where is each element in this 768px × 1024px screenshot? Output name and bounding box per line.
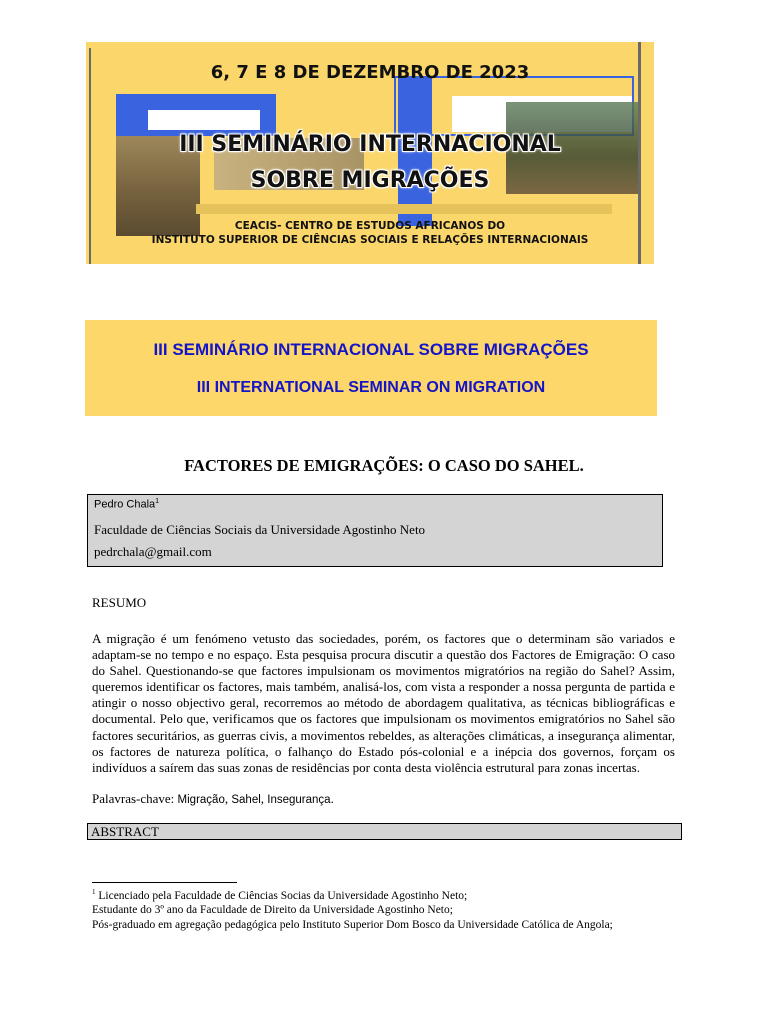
resumo-heading: RESUMO xyxy=(92,595,147,610)
keyword-item: Migração xyxy=(177,794,225,806)
author-name: Pedro Chala xyxy=(94,498,156,511)
footnote-line2: Estudante do 3º ano da Faculdade de Direito da Universidade Agostinho Neto; xyxy=(92,904,453,917)
author-name-line xyxy=(94,498,159,511)
abstract-heading-box xyxy=(87,823,682,840)
banner-white-block xyxy=(148,110,260,130)
banner-org-line1: CEACIS- CENTRO DE ESTUDOS AFRICANOS DO xyxy=(234,220,506,232)
footnote-mark: 1 xyxy=(92,888,96,896)
banner-title-line1: III SEMINÁRIO INTERNACIONAL xyxy=(179,132,561,157)
author-footnote-mark: 1 xyxy=(155,498,160,505)
conference-date: 6, 7 E 8 DE DEZEMBRO DE 2023 xyxy=(210,62,530,83)
conference-banner xyxy=(86,42,654,264)
footnote-separator xyxy=(92,882,237,883)
paper-title: FACTORES DE EMIGRAÇÕES: O CASO DO SAHEL. xyxy=(184,456,584,475)
footnote xyxy=(92,885,613,932)
footnote-line1 xyxy=(92,885,613,903)
footnote-line1-text: Licenciado pela Faculdade de Ciências Socias da Universidade Agostinho Neto; xyxy=(98,889,468,902)
keywords-line: Palavras-chave: Migração, Sahel, Insegurança. xyxy=(92,791,334,806)
resumo-body: A migração é um fenómeno vetusto das sociedades, porém, os factores que o determinam são variados e adaptam-se no tempo e no espaço. Esta pesquisa procura discutir a questão dos Factores de Emigração: O caso do Sahel. Questionando-se que factores impulsionam os movimentos migratórios na região do Sahel? Assim, queremos identificar os factores, mais também, analisá-los, com vista a responder a nossa pergunta de partida e atingir o nosso objectivo geral, recorremos ao método de abordagem qualitativa, as técnicas bibliográficas e documental. Pelo que, verificamos que os factores que impulsionam os movimentos emigratórios no Sahel são factores securitários, as guerras civis, a movimentos rebeldes, as alterações climáticas, a insegurança alimentar, os factores de natureza política, o falhanço do Estado pós-colonial e a inépcia dos governos, forçam os indivíduos a saírem das suas zonas de residências por conta desta violência estrutural para zonas incertas. xyxy=(92,631,675,775)
author-email: pedrchala@gmail.com xyxy=(94,544,212,559)
banner-org-line2: INSTITUTO SUPERIOR DE CIÊNCIAS SOCIAIS E RELAÇÕES INTERNACIONAIS xyxy=(151,234,589,246)
author-affiliation: Faculdade de Ciências Sociais da Universidade Agostinho Neto xyxy=(94,522,426,537)
banner-title-line2: SOBRE MIGRAÇÕES xyxy=(250,168,490,193)
seminar-title-pt: III SEMINÁRIO INTERNACIONAL SOBRE MIGRAÇÕES xyxy=(153,340,589,359)
seminar-title-box xyxy=(85,320,657,416)
abstract-heading: ABSTRACT xyxy=(91,824,159,839)
keyword-item: Sahel xyxy=(231,794,261,806)
author-box xyxy=(87,494,663,567)
footnote-line3: Pós-graduado em agregação pedagógica pelo Instituto Superior Dom Bosco da Universidade Católica de Angola; xyxy=(92,918,613,931)
banner-stripe xyxy=(196,204,612,214)
keyword-item: Insegurança xyxy=(267,794,331,806)
keywords-label: Palavras-chave: xyxy=(92,791,175,806)
seminar-title-en: III INTERNATIONAL SEMINAR ON MIGRATION xyxy=(196,379,546,396)
